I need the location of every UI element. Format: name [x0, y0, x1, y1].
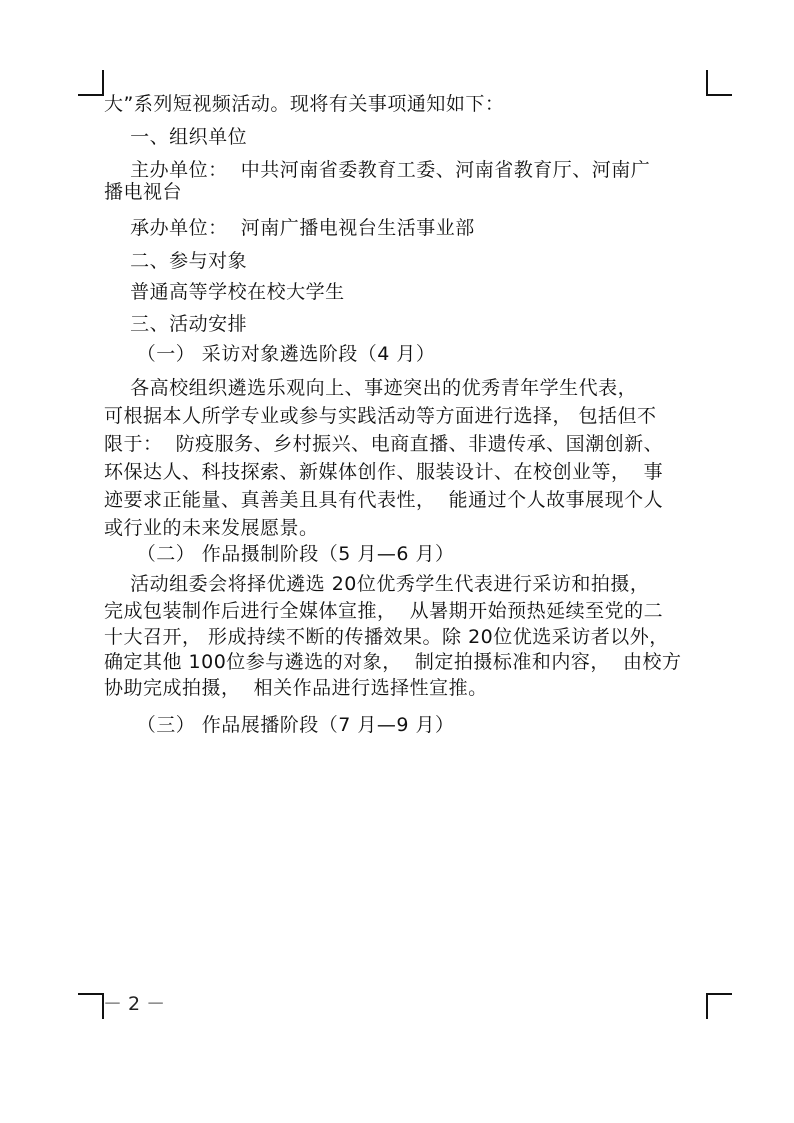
text-line: 大”系列短视频活动。现将有关事项通知如下： — [104, 93, 505, 115]
text-line: 迹要求正能量、真善美且具有代表性， 能通过个人故事展现个人 — [104, 489, 664, 511]
text-line: 限于： 防疫服务、乡村振兴、电商直播、非遗传承、国潮创新、 — [104, 433, 664, 455]
text-line: 普通高等学校在校大学生 — [104, 281, 345, 303]
text-line: 协助完成拍摄， 相关作品进行选择性宣推。 — [104, 677, 488, 699]
text-line: （三） 作品展播阶段（7 月—9 月） — [104, 714, 455, 736]
text-line: 活动组委会将择优遴选 20位优秀学生代表进行采访和拍摄， — [104, 573, 650, 595]
text-line: 完成包装制作后进行全媒体宣推， 从暑期开始预热延续至党的二 — [104, 600, 664, 622]
text-line: （一） 采访对象遴选阶段（4 月） — [104, 343, 436, 365]
text-line: 环保达人、科技探索、新媒体创作、服装设计、在校创业等， 事 — [104, 461, 664, 483]
text-line: 一、组织单位 — [104, 126, 248, 148]
text-line: 十大召开， 形成持续不断的传播效果。除 20位优选采访者以外， — [104, 626, 669, 648]
text-line: 可根据本人所学专业或参与实践活动等方面进行选择， 包括但不 — [104, 405, 657, 427]
text-line: 主办单位： 中共河南省委教育工委、河南省教育厅、河南广 — [104, 159, 651, 181]
text-line: 或行业的未来发展愿景。 — [104, 517, 319, 539]
text-line: 承办单位： 河南广播电视台生活事业部 — [104, 217, 475, 239]
crop-mark-bottom-right-v — [706, 993, 708, 1019]
crop-mark-bottom-left-h — [78, 993, 104, 995]
text-line: 二、参与对象 — [104, 250, 248, 272]
crop-mark-top-left-h — [78, 94, 104, 96]
text-line: （二） 作品摄制阶段（5 月—6 月） — [104, 543, 455, 565]
text-line: 各高校组织遴选乐观向上、事迹突出的优秀青年学生代表， — [104, 377, 638, 399]
crop-mark-top-right-v — [706, 70, 708, 96]
text-line: 三、活动安排 — [104, 313, 248, 335]
text-line: 播电视台 — [104, 181, 183, 203]
crop-mark-bottom-right-h — [706, 993, 732, 995]
crop-mark-top-right-h — [706, 94, 732, 96]
page-number: － 2 － — [103, 993, 166, 1015]
text-line: 确定其他 100位参与遴选的对象， 制定拍摄标准和内容， 由校方 — [104, 651, 682, 673]
